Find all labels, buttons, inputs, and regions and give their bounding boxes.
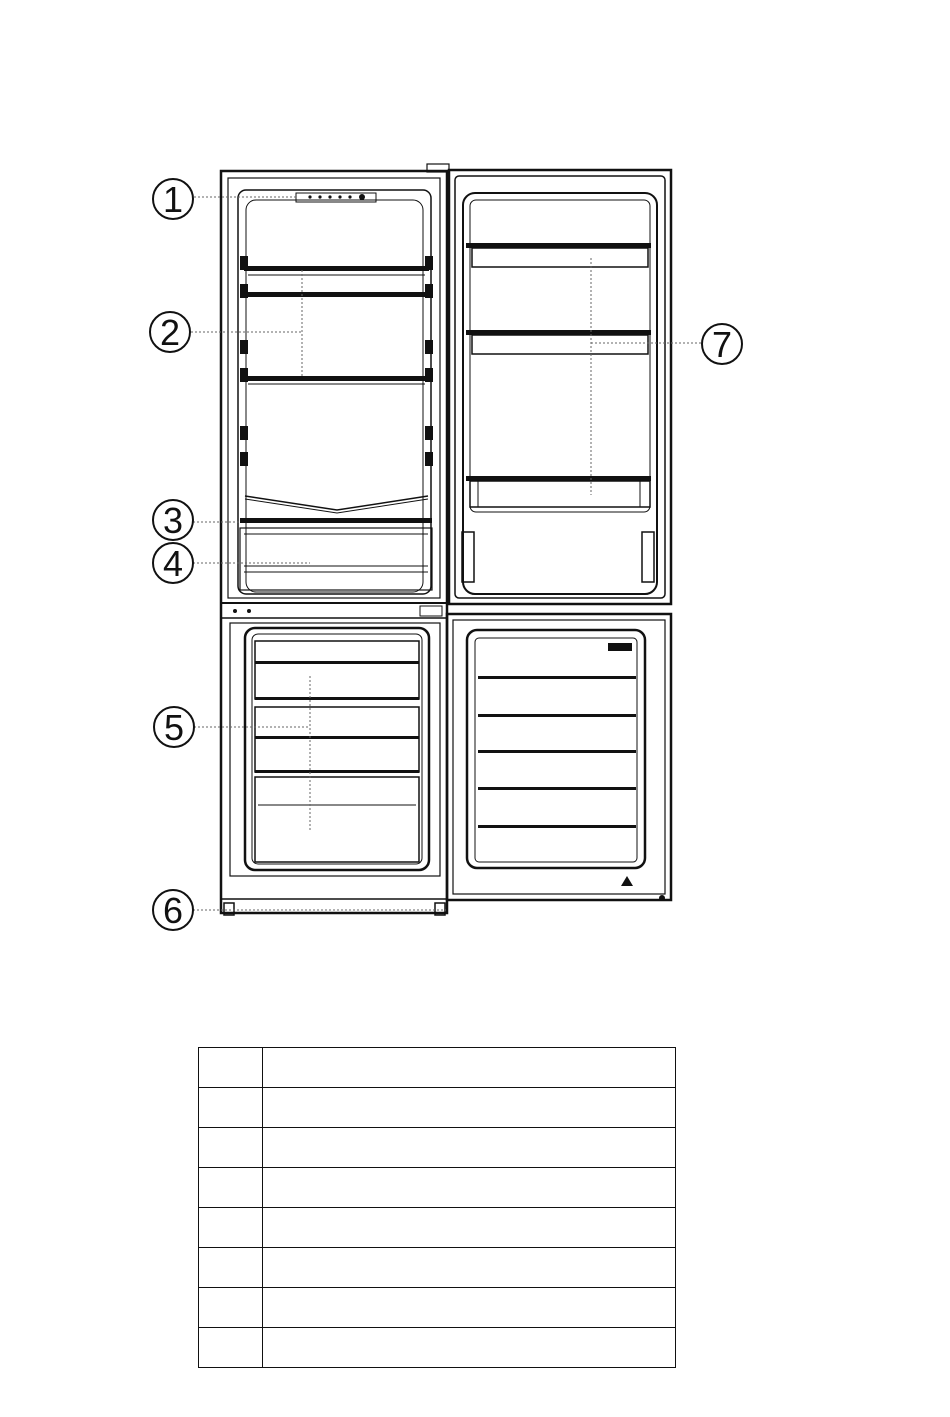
callout-6	[153, 890, 193, 931]
table-row	[199, 1328, 676, 1368]
callout-label: 6	[162, 890, 184, 931]
part-description-cell	[263, 1208, 676, 1248]
table-row	[199, 1168, 676, 1208]
callout-5	[154, 707, 194, 748]
control-panel	[296, 193, 376, 202]
freezer-door	[447, 614, 671, 901]
part-description-cell	[263, 1128, 676, 1168]
part-number-cell	[199, 1088, 263, 1128]
part-number-cell	[199, 1208, 263, 1248]
table-row	[199, 1088, 676, 1128]
crisper-drawer	[240, 528, 432, 590]
parts-legend-table	[198, 1047, 676, 1368]
part-description-cell	[263, 1328, 676, 1368]
door-balconies	[462, 243, 654, 582]
table-row	[199, 1048, 676, 1088]
part-number-cell	[199, 1288, 263, 1328]
fridge-door	[427, 164, 671, 604]
callout-7	[702, 324, 742, 365]
table-row	[199, 1288, 676, 1328]
crisper-glass-cover	[240, 496, 432, 523]
callout-label: 5	[163, 707, 185, 748]
part-description-cell	[263, 1088, 676, 1128]
callout-1	[153, 179, 193, 220]
callout-3	[153, 500, 193, 541]
callout-label: 4	[162, 543, 184, 584]
callout-label: 2	[159, 312, 181, 353]
part-description-cell	[263, 1168, 676, 1208]
table-row	[199, 1208, 676, 1248]
freezer-drawers	[255, 641, 419, 862]
table-row	[199, 1128, 676, 1168]
callout-label: 3	[162, 500, 184, 541]
callout-2	[150, 312, 190, 353]
callout-label: 7	[711, 324, 733, 365]
part-number-cell	[199, 1248, 263, 1288]
fridge-shelves	[240, 256, 433, 466]
table-row	[199, 1248, 676, 1288]
part-number-cell	[199, 1128, 263, 1168]
part-description-cell	[263, 1048, 676, 1088]
part-number-cell	[199, 1328, 263, 1368]
part-number-cell	[199, 1168, 263, 1208]
part-description-cell	[263, 1248, 676, 1288]
callout-4	[153, 543, 193, 584]
part-number-cell	[199, 1048, 263, 1088]
callout-label: 1	[162, 179, 184, 220]
part-description-cell	[263, 1288, 676, 1328]
